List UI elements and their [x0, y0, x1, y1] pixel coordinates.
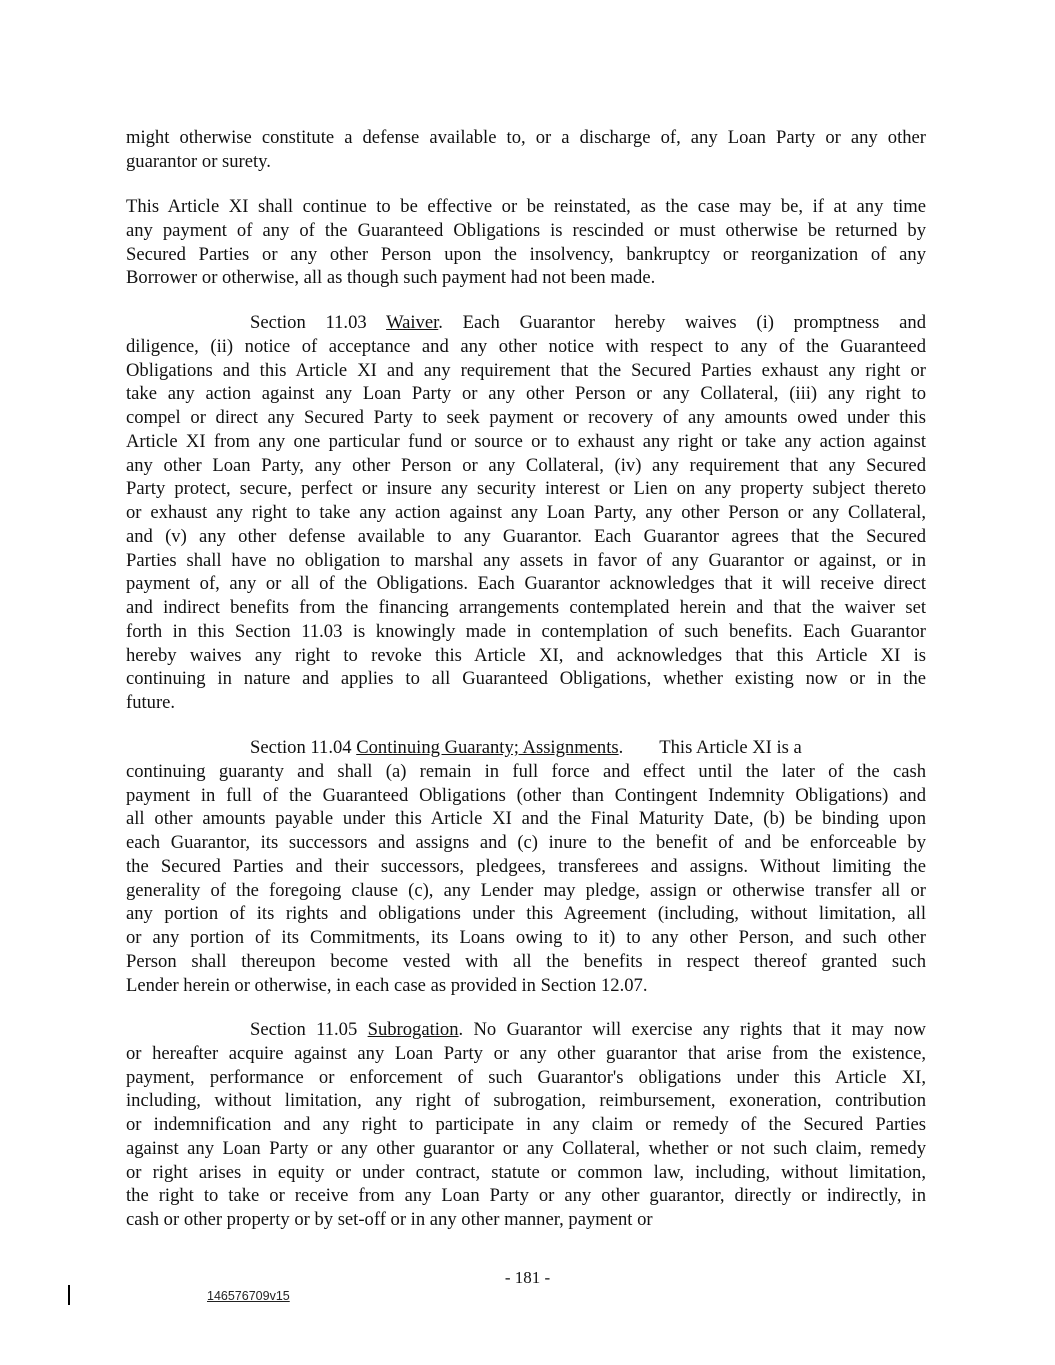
- text-line: guarantor or surety.: [126, 150, 271, 172]
- text-line: This Article XI shall continue to be effective or be reinstated, as the case may be, if at any time: [126, 196, 926, 217]
- text-line: or exhaust any right to take any action against any Loan Party, any other Person or any Collateral,: [126, 502, 926, 523]
- section-number: Section 11.05: [250, 1019, 358, 1040]
- text-line: generality of the foregoing clause (c), any Lender may pledge, assign or otherwise transfer all or: [126, 879, 926, 901]
- text-line: all other amounts payable under this Article XI and the Final Maturity Date, (b) be binding upon: [126, 808, 926, 830]
- section-number: Section 11.04: [250, 737, 352, 758]
- revision-bar: [68, 1285, 70, 1305]
- text-line: future.: [126, 692, 176, 713]
- section-heading-line: [126, 736, 926, 760]
- text-line: including, without limitation, any right of subrogation, reimbursement, exoneration, contribution: [126, 1090, 926, 1112]
- text-line: or indemnification and any right to participate in any claim or remedy of the Secured Parties: [126, 1114, 926, 1135]
- text-line: continuing guaranty and shall (a) remain in full force and effect until the later of the cash: [126, 760, 926, 782]
- text-line: Borrower or otherwise, all as though such payment had not been made.: [126, 267, 656, 289]
- text-line: payment in full of the Guaranteed Obligations (other than Contingent Indemnity Obligations) and: [126, 784, 926, 806]
- text-line: or right arises in equity or under contract, statute or common law, including, without limitation,: [126, 1161, 926, 1183]
- section-heading-line: [126, 1018, 926, 1042]
- text-line: and (v) any other defense available to any Guarantor. Each Guarantor agrees that the Secured: [126, 525, 926, 547]
- text-line: or hereafter acquire against any Loan Party or any other guarantor that arise from the existence,: [126, 1042, 926, 1064]
- text-line: any other Loan Party, any other Person or any Collateral, (iv) any requirement that any Secured: [126, 454, 926, 476]
- section-title: Waiver: [386, 312, 439, 333]
- text-line: take any action against any Loan Party or any other Person or any Collateral, (iii) any right to: [126, 383, 926, 405]
- text-line: the Secured Parties and their successors, pledgees, transferees and assigns. Without limiting the: [126, 855, 926, 877]
- text-line: any payment of any of the Guaranteed Obligations is rescinded or must otherwise be returned by: [126, 219, 926, 241]
- section-11-05-subrogation: [126, 1018, 926, 1232]
- text-line: Secured Parties or any other Person upon the insolvency, bankruptcy or reorganization of any: [126, 243, 926, 265]
- text-line: or any portion of its Commitments, its Loans owing to it) to any other Person, and such other: [126, 927, 926, 948]
- section-11-03-waiver: [126, 311, 926, 715]
- text-line: compel or direct any Secured Party to seek payment or recovery of any amounts owed under this: [126, 407, 926, 428]
- text-line: hereby waives any right to revoke this Article XI, and acknowledges that this Article XI is: [126, 644, 926, 666]
- text-line: Article XI from any one particular fund or source or to exhaust any right or take any action against: [126, 430, 926, 452]
- paragraph-reinstatement: [126, 195, 926, 290]
- text-line: each Guarantor, its successors and assigns and (c) inure to the benefit of and be enforceable by: [126, 832, 926, 853]
- text-line: Lender herein or otherwise, in each case as provided in Section 12.07.: [126, 974, 648, 996]
- text-line: cash or other property or by set-off or in any other manner, payment or: [126, 1209, 653, 1230]
- section-11-04-continuing-guaranty: [126, 736, 926, 997]
- text-line: payment, performance or enforcement of such Guarantor's obligations under this Article XI,: [126, 1066, 926, 1088]
- document-id: 146576709v15: [207, 1289, 290, 1303]
- section-title: Continuing Guaranty; Assignments: [356, 737, 619, 758]
- text-line: diligence, (ii) notice of acceptance and any other notice with respect to any of the Guaranteed: [126, 335, 926, 357]
- text-line: Party protect, secure, perfect or insure any security interest or Lien on any property subject thereto: [126, 478, 926, 500]
- section-heading-line: [126, 311, 926, 335]
- section-text: . No Guarantor will exercise any rights that it may now: [458, 1019, 926, 1040]
- paragraph-continuation: [126, 126, 926, 174]
- text-line: payment of, any or all of the Obligations. Each Guarantor acknowledges that it will receive direct: [126, 573, 926, 595]
- text-line: and indirect benefits from the financing arrangements contemplated herein and that the waiver set: [126, 597, 926, 618]
- text-line: Person shall thereupon become vested with all the benefits in respect thereof granted such: [126, 950, 926, 972]
- text-line: forth in this Section 11.03 is knowingly made in contemplation of such benefits. Each Guarantor: [126, 620, 926, 642]
- text-line: Parties shall have no obligation to marshal any assets in favor of any Guarantor or against, or in: [126, 549, 926, 571]
- section-title: Subrogation: [367, 1019, 459, 1040]
- text-line: continuing in nature and applies to all Guaranteed Obligations, whether existing now or in the: [126, 668, 926, 690]
- text-line: Obligations and this Article XI and any requirement that the Secured Parties exhaust any right or: [126, 359, 926, 381]
- section-text: .: [618, 737, 624, 758]
- text-line: any portion of its rights and obligations under this Agreement (including, without limitation, all: [126, 903, 926, 925]
- text-line: against any Loan Party or any other guarantor or any Collateral, whether or not such claim, remedy: [126, 1137, 926, 1159]
- text-line: the right to take or receive from any Loan Party or any other guarantor, directly or indirectly, in: [126, 1185, 926, 1207]
- section-number: Section 11.03: [250, 312, 367, 333]
- section-text: This Article XI is a: [659, 737, 802, 758]
- page-number: - 181 -: [504, 1268, 551, 1287]
- text-line: might otherwise constitute a defense available to, or a discharge of, any Loan Party or any other: [126, 127, 926, 148]
- section-text: . Each Guarantor hereby waives (i) promptness and: [438, 312, 926, 333]
